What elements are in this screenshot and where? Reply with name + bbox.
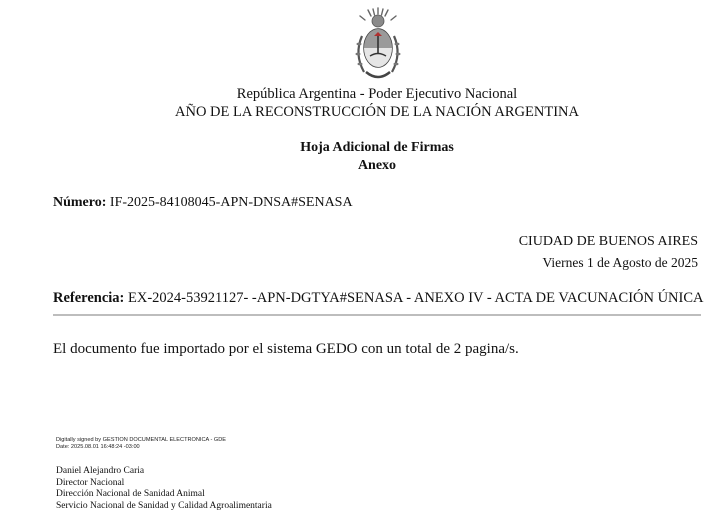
digital-signature-stamp <box>56 437 226 451</box>
signature-signed-by: Digitally signed by GESTION DOCUMENTAL ELECTRONICA - GDE <box>56 437 227 443</box>
government-header: República Argentina - Poder Ejecutivo Nacional <box>236 86 518 102</box>
document-subtitle: Anexo <box>357 158 397 173</box>
document-number <box>53 195 353 211</box>
reference-value: EX-2024-53921127- -APN-DGTYA#SENASA - ANEXO IV - ACTA DE VACUNACIÓN ÚNICA <box>128 290 704 306</box>
reference-label: Referencia: <box>53 290 125 306</box>
signer-block <box>56 466 272 512</box>
signer-organization: Servicio Nacional de Sanidad y Calidad Agroalimentaria <box>56 500 272 511</box>
document-title: Hoja Adicional de Firmas <box>300 140 454 155</box>
signer-role: Director Nacional <box>56 477 125 488</box>
signer-department: Dirección Nacional de Sanidad Animal <box>56 489 205 499</box>
body-text: El documento fue importado por el sistema GEDO con un total de 2 pagina/s. <box>53 341 519 357</box>
argentina-coat-of-arms-icon <box>350 6 406 86</box>
signature-date: Date: 2025.08.01 16:48:24 -03:00 <box>56 444 140 450</box>
document-number-value: IF-2025-84108045-APN-DNSA#SENASA <box>109 195 353 210</box>
divider <box>53 314 701 316</box>
document-date: Viernes 1 de Agosto de 2025 <box>542 255 698 270</box>
year-motto: AÑO DE LA RECONSTRUCCIÓN DE LA NACIÓN ARGENTINA <box>175 104 579 120</box>
signer-name: Daniel Alejandro Caria <box>56 466 145 476</box>
document-number-label: Número: <box>53 195 107 210</box>
reference <box>53 290 704 307</box>
location: CIUDAD DE BUENOS AIRES <box>518 234 698 249</box>
